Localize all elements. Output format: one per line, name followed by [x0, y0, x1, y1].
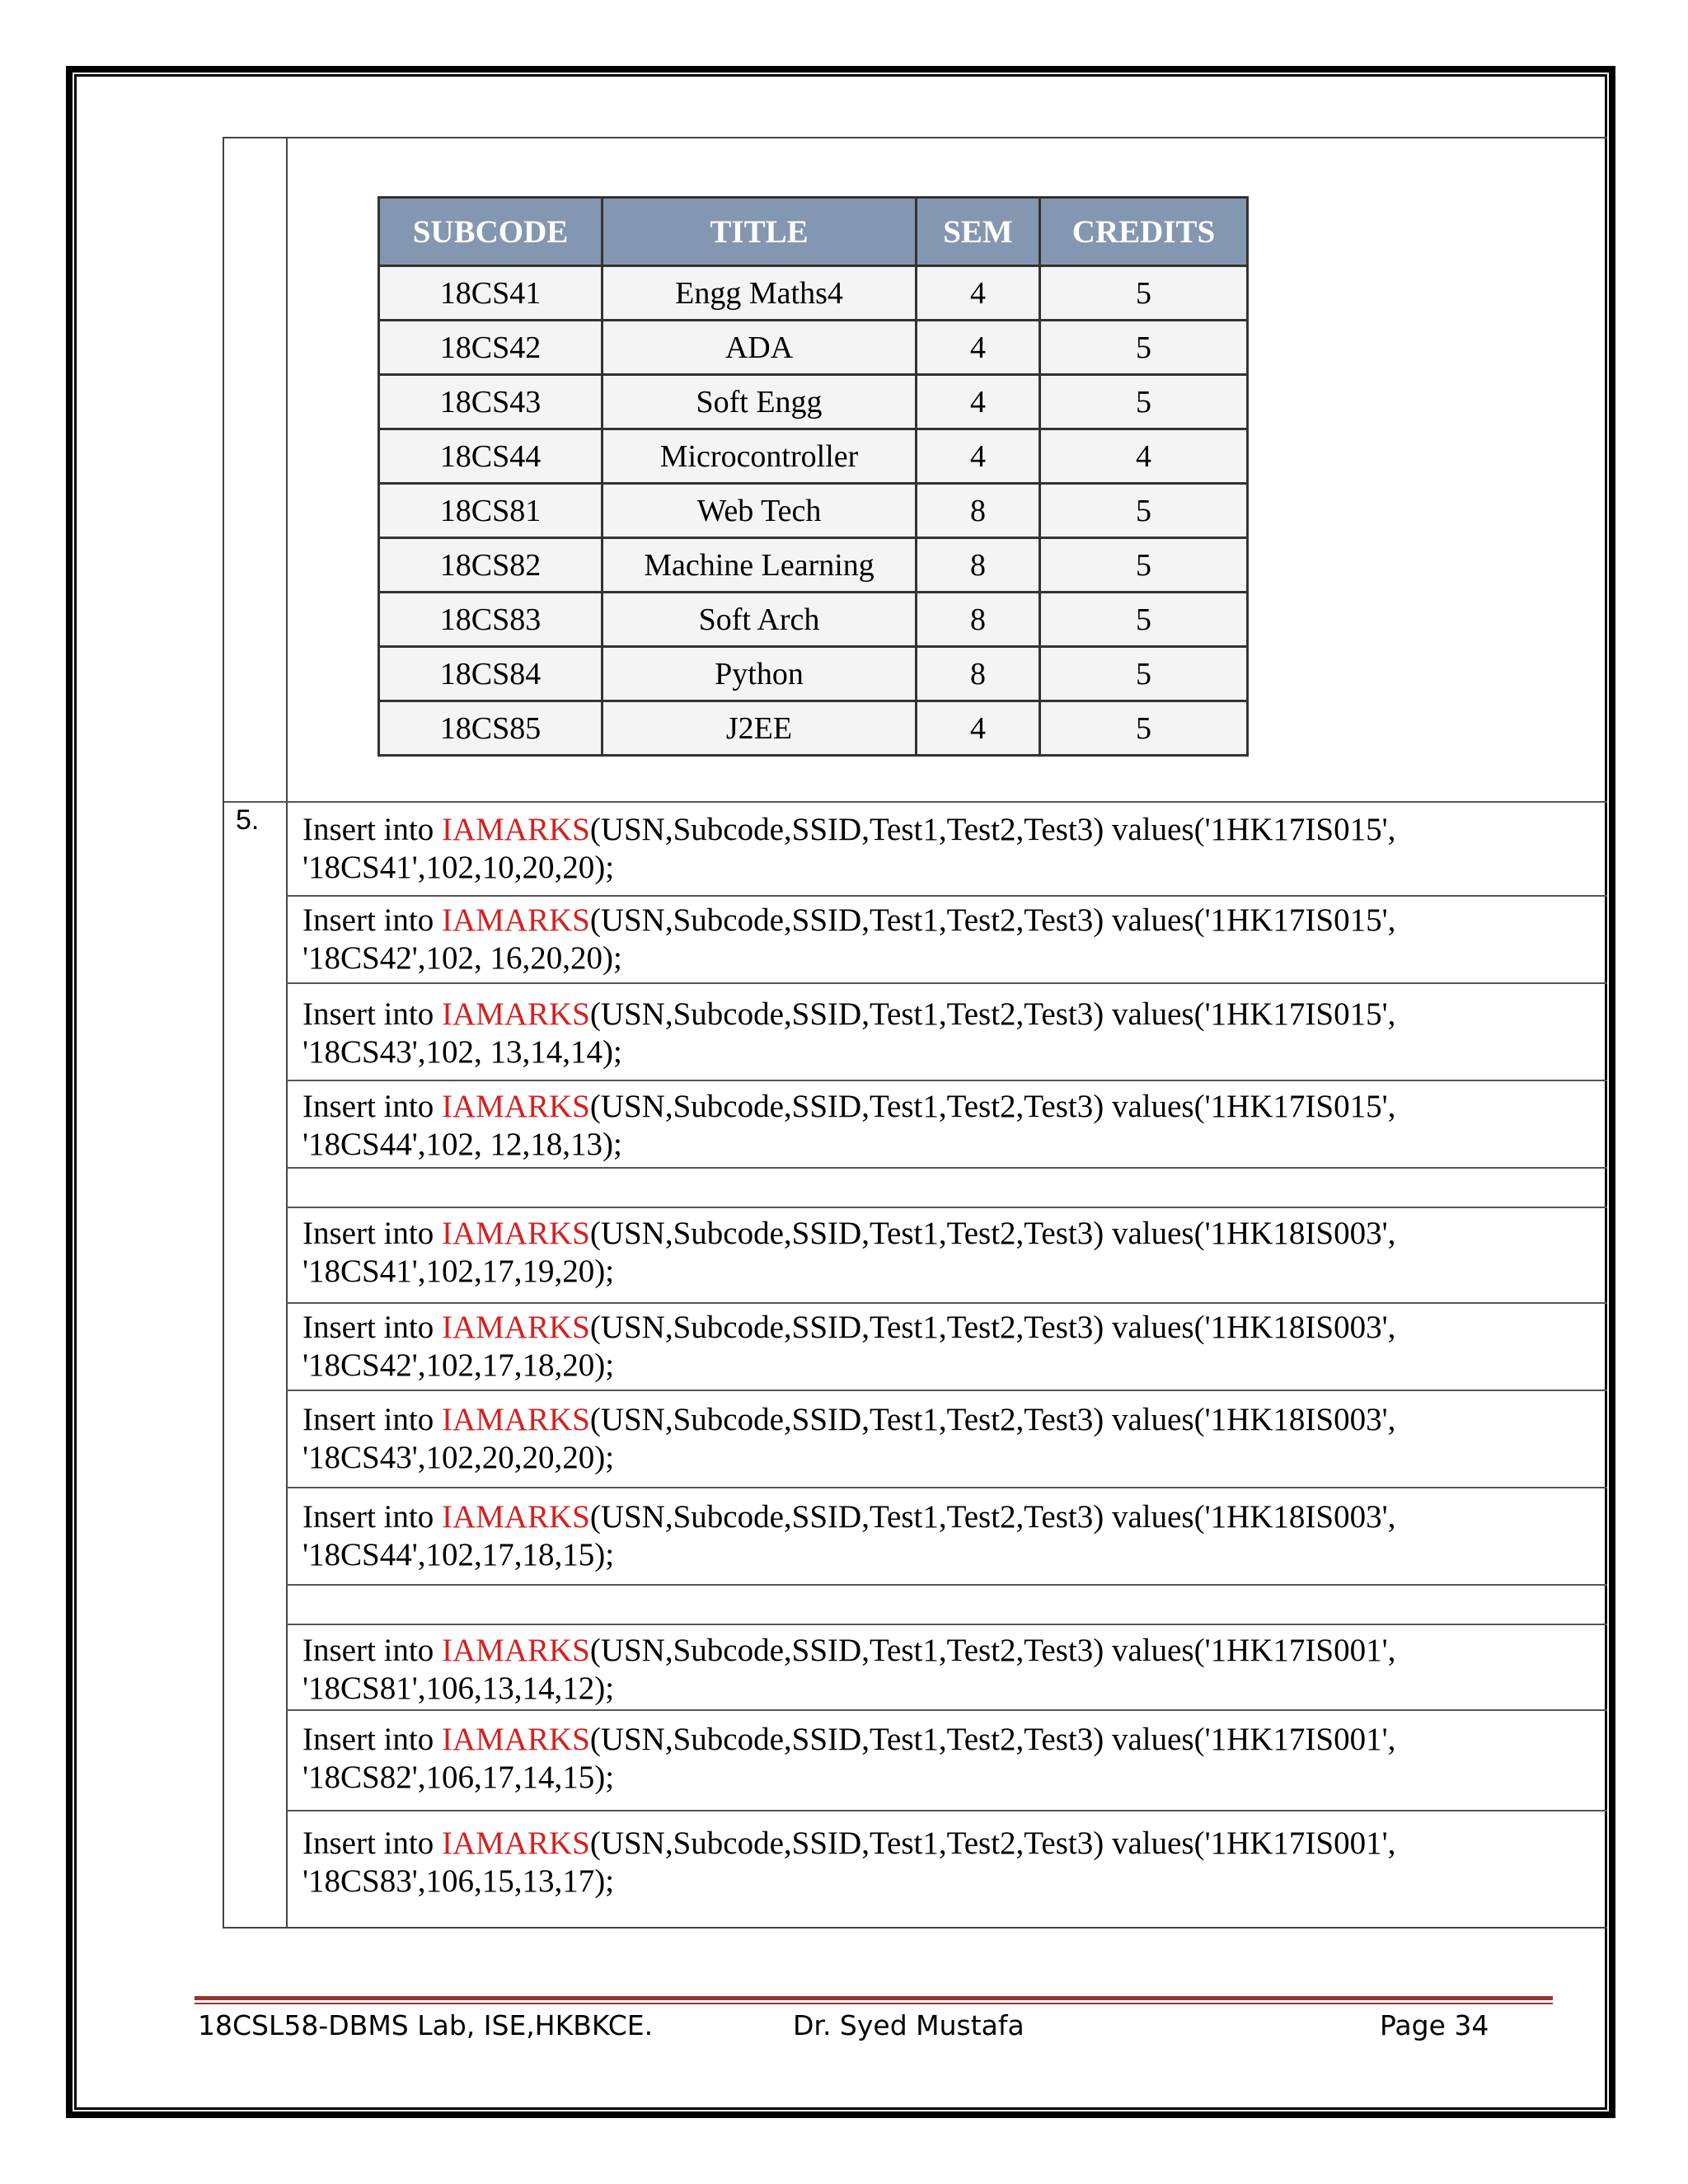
statement-columns: (USN,Subcode,SSID,Test1,Test2,Test3) values('1HK17IS015', [589, 902, 1396, 938]
cell-subcode: 18CS44 [379, 429, 603, 484]
statement-line-2: '18CS44',102, 12,18,13); [302, 1127, 622, 1162]
insert-statement [302, 1632, 1588, 1708]
cell-credits: 5 [1040, 647, 1248, 701]
statement-line-2: '18CS42',102,17,18,20); [302, 1347, 615, 1383]
statement-line-2: '18CS81',106,13,14,12); [302, 1671, 615, 1706]
cell-credits: 5 [1040, 538, 1248, 593]
statement-line-2: '18CS42',102, 16,20,20); [302, 940, 622, 976]
statement-columns: (USN,Subcode,SSID,Test1,Test2,Test3) values('1HK18IS003', [589, 1216, 1396, 1251]
header-credits: CREDITS [1040, 198, 1248, 266]
statement-line-1 [302, 1401, 1588, 1439]
table-row [379, 321, 1248, 375]
cell-title: Soft Engg [603, 375, 917, 429]
statement-columns: (USN,Subcode,SSID,Test1,Test2,Test3) values('1HK17IS015', [589, 812, 1396, 847]
statement-prefix: Insert into [302, 996, 442, 1032]
insert-statement [302, 1088, 1588, 1164]
statement-prefix: Insert into [302, 902, 442, 938]
row-divider [286, 1487, 1607, 1488]
cell-sem: 4 [917, 429, 1040, 484]
cell-subcode: 18CS82 [379, 538, 603, 593]
table-row [379, 266, 1248, 321]
row-divider [286, 895, 1607, 897]
insert-statement [302, 902, 1588, 977]
cell-title: Web Tech [603, 484, 917, 538]
statement-columns: (USN,Subcode,SSID,Test1,Test2,Test3) values('1HK17IS015', [589, 1089, 1396, 1124]
statement-columns: (USN,Subcode,SSID,Test1,Test2,Test3) values('1HK17IS001', [589, 1825, 1396, 1861]
statement-line-1 [302, 1721, 1588, 1759]
cell-credits: 5 [1040, 593, 1248, 647]
row-divider [286, 1624, 1607, 1625]
table-name-keyword: IAMARKS [441, 1310, 590, 1345]
insert-statement [302, 1721, 1588, 1797]
cell-subcode: 18CS81 [379, 484, 603, 538]
cell-sem: 4 [917, 375, 1040, 429]
table-name-keyword: IAMARKS [441, 1499, 590, 1535]
statement-prefix: Insert into [302, 812, 442, 847]
table-name-keyword: IAMARKS [441, 1633, 590, 1668]
table-name-keyword: IAMARKS [441, 1722, 590, 1757]
subject-table-header [379, 198, 1248, 266]
statement-prefix: Insert into [302, 1089, 442, 1124]
cell-subcode: 18CS42 [379, 321, 603, 375]
header-sem: SEM [917, 198, 1040, 266]
cell-sem: 4 [917, 321, 1040, 375]
table-row [379, 375, 1248, 429]
statement-prefix: Insert into [302, 1825, 442, 1861]
statement-line-1 [302, 811, 1588, 849]
statement-line-1 [302, 902, 1588, 940]
cell-sem: 8 [917, 647, 1040, 701]
cell-sem: 8 [917, 593, 1040, 647]
table-row [379, 593, 1248, 647]
statement-line-2: '18CS43',102, 13,14,14); [302, 1034, 622, 1070]
cell-title: Engg Maths4 [603, 266, 917, 321]
cell-sem: 4 [917, 266, 1040, 321]
statement-prefix: Insert into [302, 1402, 442, 1437]
row-divider [286, 1167, 1607, 1169]
cell-title: ADA [603, 321, 917, 375]
insert-statement [302, 1498, 1588, 1574]
table-row [379, 647, 1248, 701]
cell-credits: 5 [1040, 484, 1248, 538]
statement-columns: (USN,Subcode,SSID,Test1,Test2,Test3) values('1HK18IS003', [589, 1310, 1396, 1345]
row-divider [286, 1390, 1607, 1391]
table-row [379, 429, 1248, 484]
statement-columns: (USN,Subcode,SSID,Test1,Test2,Test3) values('1HK17IS001', [589, 1722, 1396, 1757]
row-divider [286, 1080, 1607, 1081]
cell-credits: 5 [1040, 266, 1248, 321]
footer-rule [195, 1996, 1553, 2000]
row-divider [286, 1302, 1607, 1304]
row-divider [286, 1584, 1607, 1586]
row-divider [286, 1810, 1607, 1811]
statement-line-1 [302, 1215, 1588, 1253]
cell-subcode: 18CS41 [379, 266, 603, 321]
statement-line-2: '18CS44',102,17,18,15); [302, 1537, 615, 1572]
cell-credits: 4 [1040, 429, 1248, 484]
statement-line-2: '18CS41',102,10,20,20); [302, 850, 615, 885]
table-row [379, 538, 1248, 593]
cell-credits: 5 [1040, 321, 1248, 375]
cell-subcode: 18CS43 [379, 375, 603, 429]
statement-prefix: Insert into [302, 1499, 442, 1535]
cell-credits: 5 [1040, 701, 1248, 756]
table-name-keyword: IAMARKS [441, 902, 590, 938]
statement-line-1 [302, 1825, 1588, 1863]
subject-table [377, 196, 1249, 757]
statement-line-1 [302, 1309, 1588, 1347]
cell-subcode: 18CS85 [379, 701, 603, 756]
statement-line-2: '18CS41',102,17,19,20); [302, 1254, 615, 1289]
cell-sem: 8 [917, 538, 1040, 593]
cell-title: Microcontroller [603, 429, 917, 484]
table-name-keyword: IAMARKS [441, 1825, 590, 1861]
cell-title: J2EE [603, 701, 917, 756]
table-row [379, 484, 1248, 538]
statement-line-2: '18CS83',106,15,13,17); [302, 1863, 615, 1899]
row-divider [286, 982, 1607, 984]
cell-subcode: 18CS84 [379, 647, 603, 701]
footer-author: Dr. Syed Mustafa [793, 2009, 1025, 2041]
statement-line-1 [302, 1088, 1588, 1126]
header-title: TITLE [603, 198, 917, 266]
cell-sem: 8 [917, 484, 1040, 538]
statement-columns: (USN,Subcode,SSID,Test1,Test2,Test3) values('1HK17IS001', [589, 1633, 1396, 1668]
cell-sem: 4 [917, 701, 1040, 756]
statement-line-1 [302, 1632, 1588, 1670]
footer-course: 18CSL58-DBMS Lab, ISE,HKBKCE. [198, 2009, 654, 2041]
table-row [379, 701, 1248, 756]
step-number: 5. [236, 804, 260, 836]
statement-prefix: Insert into [302, 1722, 442, 1757]
statement-line-1 [302, 996, 1588, 1033]
cell-credits: 5 [1040, 375, 1248, 429]
cell-title: Machine Learning [603, 538, 917, 593]
table-name-keyword: IAMARKS [441, 1216, 590, 1251]
header-subcode: SUBCODE [379, 198, 603, 266]
statement-prefix: Insert into [302, 1216, 442, 1251]
footer-page-number: Page 34 [1380, 2009, 1489, 2041]
insert-statement [302, 811, 1588, 887]
statement-prefix: Insert into [302, 1310, 442, 1345]
footer-rule-thin [195, 2003, 1553, 2004]
table-name-keyword: IAMARKS [441, 1089, 590, 1124]
statement-line-2: '18CS82',106,17,14,15); [302, 1760, 615, 1795]
statement-columns: (USN,Subcode,SSID,Test1,Test2,Test3) values('1HK18IS003', [589, 1499, 1396, 1535]
row-divider [224, 801, 1607, 803]
statement-columns: (USN,Subcode,SSID,Test1,Test2,Test3) values('1HK18IS003', [589, 1402, 1396, 1437]
table-name-keyword: IAMARKS [441, 812, 590, 847]
table-name-keyword: IAMARKS [441, 1402, 590, 1437]
insert-statement [302, 1215, 1588, 1291]
insert-statement [302, 1309, 1588, 1385]
statement-line-2: '18CS43',102,20,20,20); [302, 1440, 615, 1475]
procedure-table [223, 137, 1607, 1929]
statement-line-1 [302, 1498, 1588, 1536]
row-divider [286, 1709, 1607, 1711]
cell-subcode: 18CS83 [379, 593, 603, 647]
cell-title: Python [603, 647, 917, 701]
insert-statement [302, 996, 1588, 1071]
insert-statement [302, 1825, 1588, 1900]
statement-prefix: Insert into [302, 1633, 442, 1668]
table-name-keyword: IAMARKS [441, 996, 590, 1032]
cell-title: Soft Arch [603, 593, 917, 647]
number-column-divider [286, 138, 288, 1927]
statement-columns: (USN,Subcode,SSID,Test1,Test2,Test3) values('1HK17IS015', [589, 996, 1396, 1032]
insert-statement [302, 1401, 1588, 1477]
row-divider [286, 1207, 1607, 1208]
